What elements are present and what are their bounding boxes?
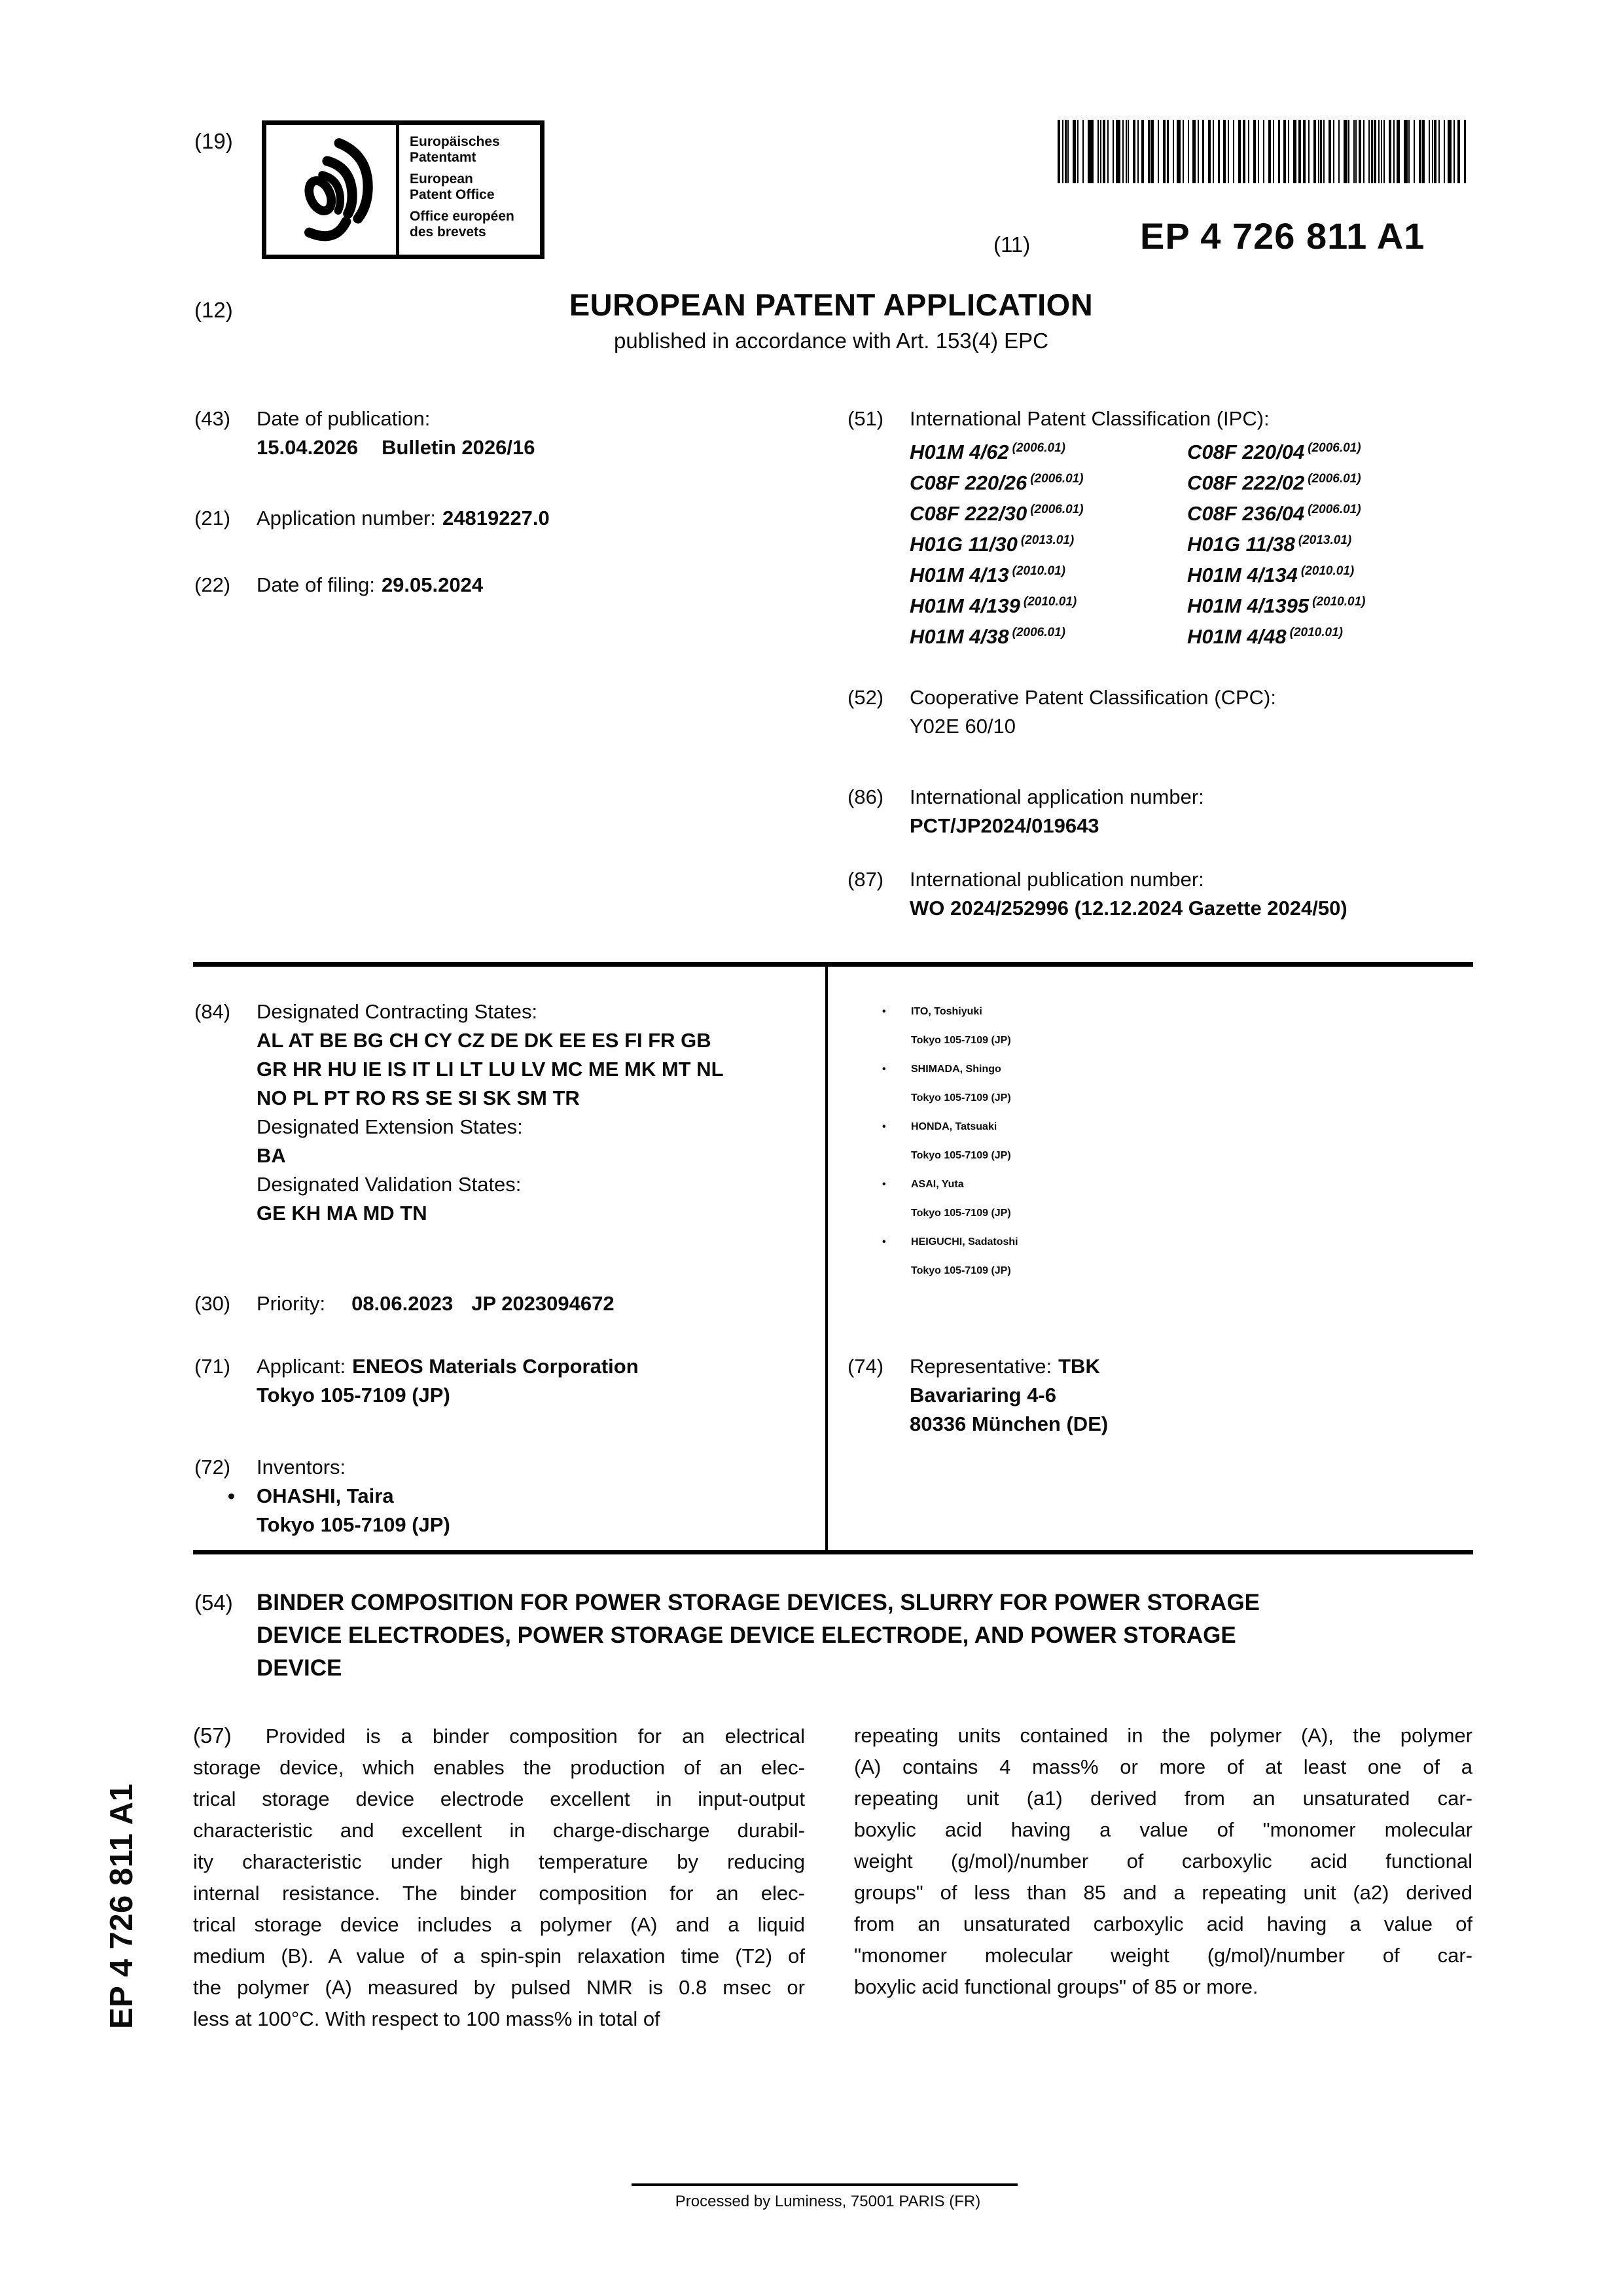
inventor-city: Tokyo 105-7109 (JP)	[911, 1208, 1011, 1219]
ipc-entry: H01M 4/38 $^{(2006.01)}$	[910, 625, 1065, 648]
abstract-line: internal resistance. The binder composition for an elec-	[193, 1882, 805, 1905]
publication-date-value: 15.04.2026	[257, 436, 359, 459]
intl-application-label: International application number:	[910, 785, 1204, 808]
footer-processing-note: Processed by Luminess, 75001 PARIS (FR)	[675, 2193, 981, 2210]
epo-office-names	[399, 125, 540, 255]
document-subtitle: published in accordance with Art. 153(4) EPC	[613, 329, 1049, 353]
inid-51: (51)	[847, 407, 884, 430]
ipc-table	[910, 435, 1495, 650]
bullet-icon: •	[882, 1006, 886, 1017]
inventor-name: ASAI, Yuta	[911, 1179, 964, 1190]
publication-date-label: Date of publication:	[257, 407, 431, 430]
applicant-address: Tokyo 105-7109 (JP)	[257, 1384, 450, 1407]
inventor-item	[882, 1113, 1471, 1170]
representative-street: Bavariaring 4-6	[910, 1384, 1056, 1407]
office-name-de-line2: Patentamt	[410, 150, 476, 165]
ipc-entry: H01G 11/30 $^{(2013.01)}$	[910, 533, 1075, 556]
intl-publication-value: WO 2024/252996 (12.12.2024 Gazette 2024/50)	[910, 897, 1347, 920]
extension-states-value: BA	[257, 1144, 286, 1167]
column-divider	[825, 962, 828, 1553]
invention-title-line: DEVICE	[257, 1655, 342, 1681]
ipc-label: International Patent Classification (IPC):	[910, 407, 1270, 430]
inid-84: (84)	[194, 1000, 231, 1023]
inventor-item	[228, 1482, 806, 1539]
priority-date: 08.06.2023	[351, 1292, 454, 1315]
abstract-line: from an unsaturated carboxylic acid having a value of	[854, 1912, 1472, 1935]
cpc-label: Cooperative Patent Classification (CPC):	[910, 686, 1276, 709]
office-name-en-line2: Patent Office	[410, 187, 495, 202]
footer-rule	[632, 2183, 1018, 2186]
inventor-name: HONDA, Tatsuaki	[911, 1121, 997, 1132]
inventor-item	[882, 1055, 1471, 1113]
abstract-line: boxylic acid functional groups" of 85 or more.	[854, 1975, 1258, 1998]
inid-87: (87)	[847, 868, 884, 891]
inid-72: (72)	[194, 1456, 231, 1479]
inid-12: (12)	[194, 298, 233, 322]
inventor-city: Tokyo 105-7109 (JP)	[911, 1035, 1011, 1046]
epo-spiral-logo	[266, 125, 399, 255]
field-invention-title	[194, 1587, 1474, 1685]
bullet-icon: •	[882, 1179, 886, 1190]
ipc-entry: H01M 4/134 $^{(2010.01)}$	[1187, 564, 1355, 586]
ipc-entry: C08F 220/04 $^{(2006.01)}$	[1187, 440, 1361, 463]
invention-title-line: DEVICE ELECTRODES, POWER STORAGE DEVICE ELECTRODE, AND POWER STORAGE	[257, 1623, 1236, 1648]
inventors-list-right	[882, 997, 1471, 1285]
inid-57: (57)	[193, 1723, 232, 1748]
inid-19: (19)	[194, 129, 233, 153]
abstract-left-column	[193, 1720, 805, 2035]
ipc-entry: C08F 222/30 $^{(2006.01)}$	[910, 502, 1084, 525]
invention-title-line: BINDER COMPOSITION FOR POWER STORAGE DEVICES, SLURRY FOR POWER STORAGE	[257, 1590, 1260, 1615]
inid-54: (54)	[194, 1590, 233, 1615]
field-inventors	[194, 1453, 806, 1539]
ipc-entry: H01M 4/1395 $^{(2010.01)}$	[1187, 594, 1366, 617]
filing-date-label: Date of filing:	[257, 573, 375, 596]
abstract-line: trical storage device electrode excellent in input-output	[193, 1787, 805, 1810]
inventor-item	[882, 1170, 1471, 1228]
abstract-line: weight (g/mol)/number of carboxylic acid functional	[854, 1850, 1472, 1873]
intl-application-value: PCT/JP2024/019643	[910, 814, 1099, 837]
ipc-entry: H01M 4/139 $^{(2010.01)}$	[910, 594, 1077, 617]
sidebar-publication-number: EP 4 726 811 A1	[104, 1783, 139, 2029]
bullet-icon: •	[882, 1121, 886, 1132]
abstract-line: medium (B). A value of a spin-spin relaxation time (T2) of	[193, 1945, 805, 1967]
inid-30: (30)	[194, 1292, 231, 1315]
abstract-line: groups" of less than 85 and a repeating unit (a2) derived	[854, 1881, 1472, 1904]
publication-number: EP 4 726 811 A1	[1140, 215, 1425, 257]
ipc-entry: H01M 4/48 $^{(2010.01)}$	[1187, 625, 1343, 648]
inventor-item	[882, 1228, 1471, 1285]
contracting-states-line: NO PL PT RO RS SE SI SK SM TR	[257, 1086, 580, 1109]
field-priority	[194, 1289, 806, 1318]
extension-states-label: Designated Extension States:	[257, 1115, 523, 1138]
bullet-icon: •	[882, 1064, 886, 1075]
inid-21: (21)	[194, 507, 231, 529]
inventor-name: ITO, Toshiyuki	[911, 1006, 982, 1017]
bulletin-value: Bulletin 2026/16	[382, 436, 535, 459]
office-name-fr-line2: des brevets	[410, 224, 486, 240]
field-international-application	[847, 783, 1495, 840]
cpc-value: Y02E 60/10	[910, 715, 1016, 738]
field-representative	[847, 1352, 1472, 1439]
inventors-label: Inventors:	[257, 1456, 346, 1479]
office-name-fr-line1: Office européen	[410, 209, 514, 224]
document-title: EUROPEAN PATENT APPLICATION	[569, 287, 1094, 322]
inventor-city: Tokyo 105-7109 (JP)	[257, 1513, 450, 1536]
abstract-line: (A) contains 4 mass% or more of at least one of a	[854, 1755, 1472, 1778]
ipc-entry: H01M 4/62 $^{(2006.01)}$	[910, 440, 1065, 463]
inid-74: (74)	[847, 1355, 884, 1378]
inventor-city: Tokyo 105-7109 (JP)	[911, 1150, 1011, 1161]
representative-name: TBK	[1058, 1355, 1100, 1378]
inid-43: (43)	[194, 407, 231, 430]
field-designated-states	[194, 997, 806, 1228]
validation-states-label: Designated Validation States:	[257, 1173, 522, 1196]
abstract-line: storage device, which enables the production of an elec-	[193, 1756, 805, 1779]
separator-rule-top	[193, 962, 1473, 967]
abstract-right-column	[854, 1720, 1472, 2003]
contracting-states-line: GR HR HU IE IS IT LI LT LU LV MC ME MK MT NL	[257, 1058, 724, 1081]
abstract-line: repeating unit (a1) derived from an unsaturated car-	[854, 1787, 1472, 1810]
abstract-line: trical storage device includes a polymer (A) and a liquid	[193, 1913, 805, 1936]
field-publication-date	[194, 404, 816, 462]
priority-number: JP 2023094672	[471, 1292, 615, 1315]
inid-11: (11)	[993, 232, 1031, 257]
inventor-name: SHIMADA, Shingo	[911, 1064, 1001, 1075]
abstract-line: repeating units contained in the polymer (A), the polymer	[854, 1724, 1472, 1747]
bullet-icon: •	[882, 1236, 886, 1247]
epo-spiral-icon	[281, 132, 381, 247]
inventor-city: Tokyo 105-7109 (JP)	[911, 1265, 1011, 1276]
intl-publication-label: International publication number:	[910, 868, 1204, 891]
ipc-entry: C08F 220/26 $^{(2006.01)}$	[910, 471, 1084, 494]
inventor-item	[882, 997, 1471, 1055]
contracting-states-label: Designated Contracting States:	[257, 1000, 538, 1023]
abstract-line: ity characteristic under high temperature by reducing	[193, 1850, 805, 1873]
epo-logo-box	[262, 120, 544, 259]
abstract-line: Provided is a binder composition for an electrical	[265, 1725, 805, 1748]
inventor-name: OHASHI, Taira	[257, 1484, 394, 1507]
application-number-label: Application number:	[257, 507, 436, 529]
ipc-entry: H01G 11/38 $^{(2013.01)}$	[1187, 533, 1352, 556]
field-cpc	[847, 683, 1495, 741]
abstract-line: the polymer (A) measured by pulsed NMR is 0.8 msec or	[193, 1976, 805, 1999]
ipc-entry: H01M 4/13 $^{(2010.01)}$	[910, 564, 1065, 586]
abstract-line: characteristic and excellent in charge-discharge durabil-	[193, 1819, 805, 1842]
applicant-label: Applicant:	[257, 1355, 346, 1378]
inid-22: (22)	[194, 573, 231, 596]
inventor-city: Tokyo 105-7109 (JP)	[911, 1092, 1011, 1103]
field-application-number	[194, 504, 816, 533]
field-international-publication	[847, 865, 1495, 923]
filing-date-value: 29.05.2024	[381, 573, 484, 596]
application-number-value: 24819227.0	[442, 507, 550, 529]
abstract-line: "monomer molecular weight (g/mol)/number of car-	[854, 1944, 1472, 1967]
separator-rule-bottom	[193, 1550, 1473, 1554]
field-applicant	[194, 1352, 806, 1410]
representative-label: Representative:	[910, 1355, 1052, 1378]
office-name-en-line1: European	[410, 171, 473, 187]
inid-52: (52)	[847, 686, 884, 709]
priority-label: Priority:	[257, 1292, 326, 1315]
field-ipc	[847, 404, 1495, 650]
field-filing-date	[194, 571, 816, 600]
applicant-name: ENEOS Materials Corporation	[352, 1355, 639, 1378]
inid-71: (71)	[194, 1355, 231, 1378]
abstract-line: boxylic acid having a value of "monomer molecular	[854, 1818, 1472, 1841]
ipc-entry: C08F 236/04 $^{(2006.01)}$	[1187, 502, 1361, 525]
inid-86: (86)	[847, 785, 884, 808]
inventor-name: HEIGUCHI, Sadatoshi	[911, 1236, 1018, 1247]
representative-city: 80336 München (DE)	[910, 1412, 1109, 1435]
ipc-entry: C08F 222/02 $^{(2006.01)}$	[1187, 471, 1361, 494]
office-name-de-line1: Europäisches	[410, 134, 500, 149]
abstract-line: less at 100°C. With respect to 100 mass% in total of	[193, 2007, 660, 2030]
bullet-icon: •	[228, 1484, 235, 1507]
contracting-states-line: AL AT BE BG CH CY CZ DE DK EE ES FI FR GB	[257, 1029, 711, 1052]
document-title-block	[340, 287, 1322, 353]
validation-states-value: GE KH MA MD TN	[257, 1202, 427, 1225]
barcode-icon	[1058, 120, 1466, 183]
